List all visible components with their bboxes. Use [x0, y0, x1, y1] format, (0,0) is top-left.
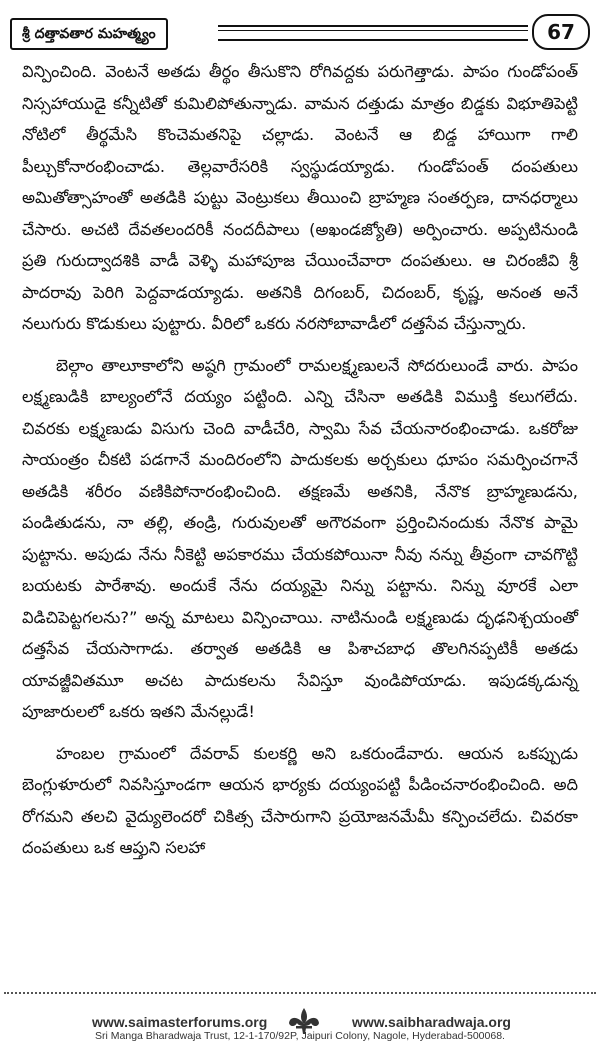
body-text — [22, 56, 578, 874]
footer-divider — [4, 992, 596, 994]
page-header — [10, 12, 590, 52]
paragraph-2: బెల్గాం తాలూకాలోని అష్ఠగి గ్రామంలో రామలక్ష్మణులనే సోదరులుండే వారు. పాపం లక్ష్మణుడికి బాల్యంలోనే దయ్యం పట్టింది. ఎన్ని చేసినా అతడికి విముక్తి కలుగలేదు. చివరకు లక్ష్మణుడు విసుగు చెంది వాడీచేరి, స్వామి సేవ చేయనారంభించాడు. ఒకరోజు సాయంత్రం చీకటి పడగానే మందిరంలోని పాదుకలకు అర్చకులు ధూపం సమర్పించగానే అతడికి శరీరం వణికిపోనారంభించింది. తక్షణమే అతనికి, నేనొక బ్రాహ్మణుడను, పండితుడను, నా తల్లి, తండ్రి, గురువులతో అగౌరవంగా ప్రర్తించినందుకు నేనొక పామై పుట్టాను. అపుడు నేను నీకెట్టి అపకారము చేయకపోయినా నీవు నన్ను తీవ్రంగా చావగొట్టి బయటకు పారేశావు. అందుకే నేను దయ్యమై నిన్ను పట్టాను. నిన్ను వూరకే ఎలా విడిచిపెట్టగలను?” అన్న మాటలు విన్పించాయి. నాటినుండి లక్ష్మణుడు దృఢనిశ్చయంతో దత్తసేవ చేయసాగాడు. తర్వాత అతడికి ఆ పిశాచబాధ తొలగినప్పటికీ అతడు యావజ్జీవితమూ అచట పాదుకలను సేవిస్తూ వుండిపోయాడు. ఇపుడక్కడున్న పూజారులలో ఒకరు ఇతని మేనల్లుడే! — [22, 355, 578, 721]
page-footer — [0, 992, 600, 1052]
footer-link-saibharadwaja[interactable]: www.saibharadwaja.org — [352, 1014, 511, 1030]
trust-address: Sri Manga Bharadwaja Trust, 12-1-170/92P, Jaipuri Colony, Nagole, Hyderabad-500068. — [95, 1030, 505, 1042]
footer-link-saimasterforums[interactable]: www.saimasterforums.org — [92, 1014, 268, 1030]
book-title: శ్రీ దత్తావతార మహత్మ్యం — [10, 18, 168, 50]
paragraph-3: హంబల గ్రామంలో దేవరావ్ కులకర్ణి అని ఒకరుండేవారు. ఆయన ఒకప్పుడు బెంగ్లుళూరులో నివసిస్తూండగా ఆయన భార్యకు దయ్యంపట్టి పీడించనారంభించింది. అది రోగమని తలచి వైద్యులెందరో చికిత్స చేసారుగాని ప్రయోజనమేమీ కన్పించలేదు. చివరకా దంపతులు ఒక ఆప్తుని సలహా — [22, 743, 578, 857]
page-number: 67 — [532, 14, 590, 50]
paragraph-1: విన్పించింది. వెంటనే అతడు తీర్థం తీసుకొని రోగివద్దకు పరుగెత్తాడు. పాపం గుండోపంత్ నిస్సహాయుడై కన్నీటితో కుమిలిపోతున్నాడు. వామన దత్తుడు మాత్రం బిడ్డకు విభూతిపెట్టి నోటిలో తీర్థమేసి కొంచెమతనిపై చల్లాడు. వెంటనే ఆ బిడ్డ హాయిగా గాలి పీల్చుకోనారంభించాడు. తెల్లవారేసరికి స్వస్థుడయ్యాడు. గుండోపంత్ దంపతులు అమితోత్సాహంతో అతడికి పుట్టు వెంట్రుకలు తీయించి బ్రాహ్మణ సంతర్పణ, దానధర్మాలు చేసారు. అచటి దేవతలందరికీ నందదీపాలు (అఖండజ్యోతి) అర్పించారు. అప్పటినుండి ప్రతి గురుద్వాదశికి వాడీ వెళ్ళి మహాపూజ చేయించేవారా దంపతులు. ఆ చిరంజీవి శ్రీ పాదరావు పెరిగి పెద్దవాడయ్యాడు. అతనికి దిగంబర్, చిదంబర్, కృష్ణ, అనంత అనే నలుగురు కొడుకులు పుట్టారు. వీరిలో ఒకరు నరసోబావాడీలో దత్తసేవ చేస్తున్నారు. — [22, 62, 578, 333]
header-rule — [218, 25, 528, 41]
